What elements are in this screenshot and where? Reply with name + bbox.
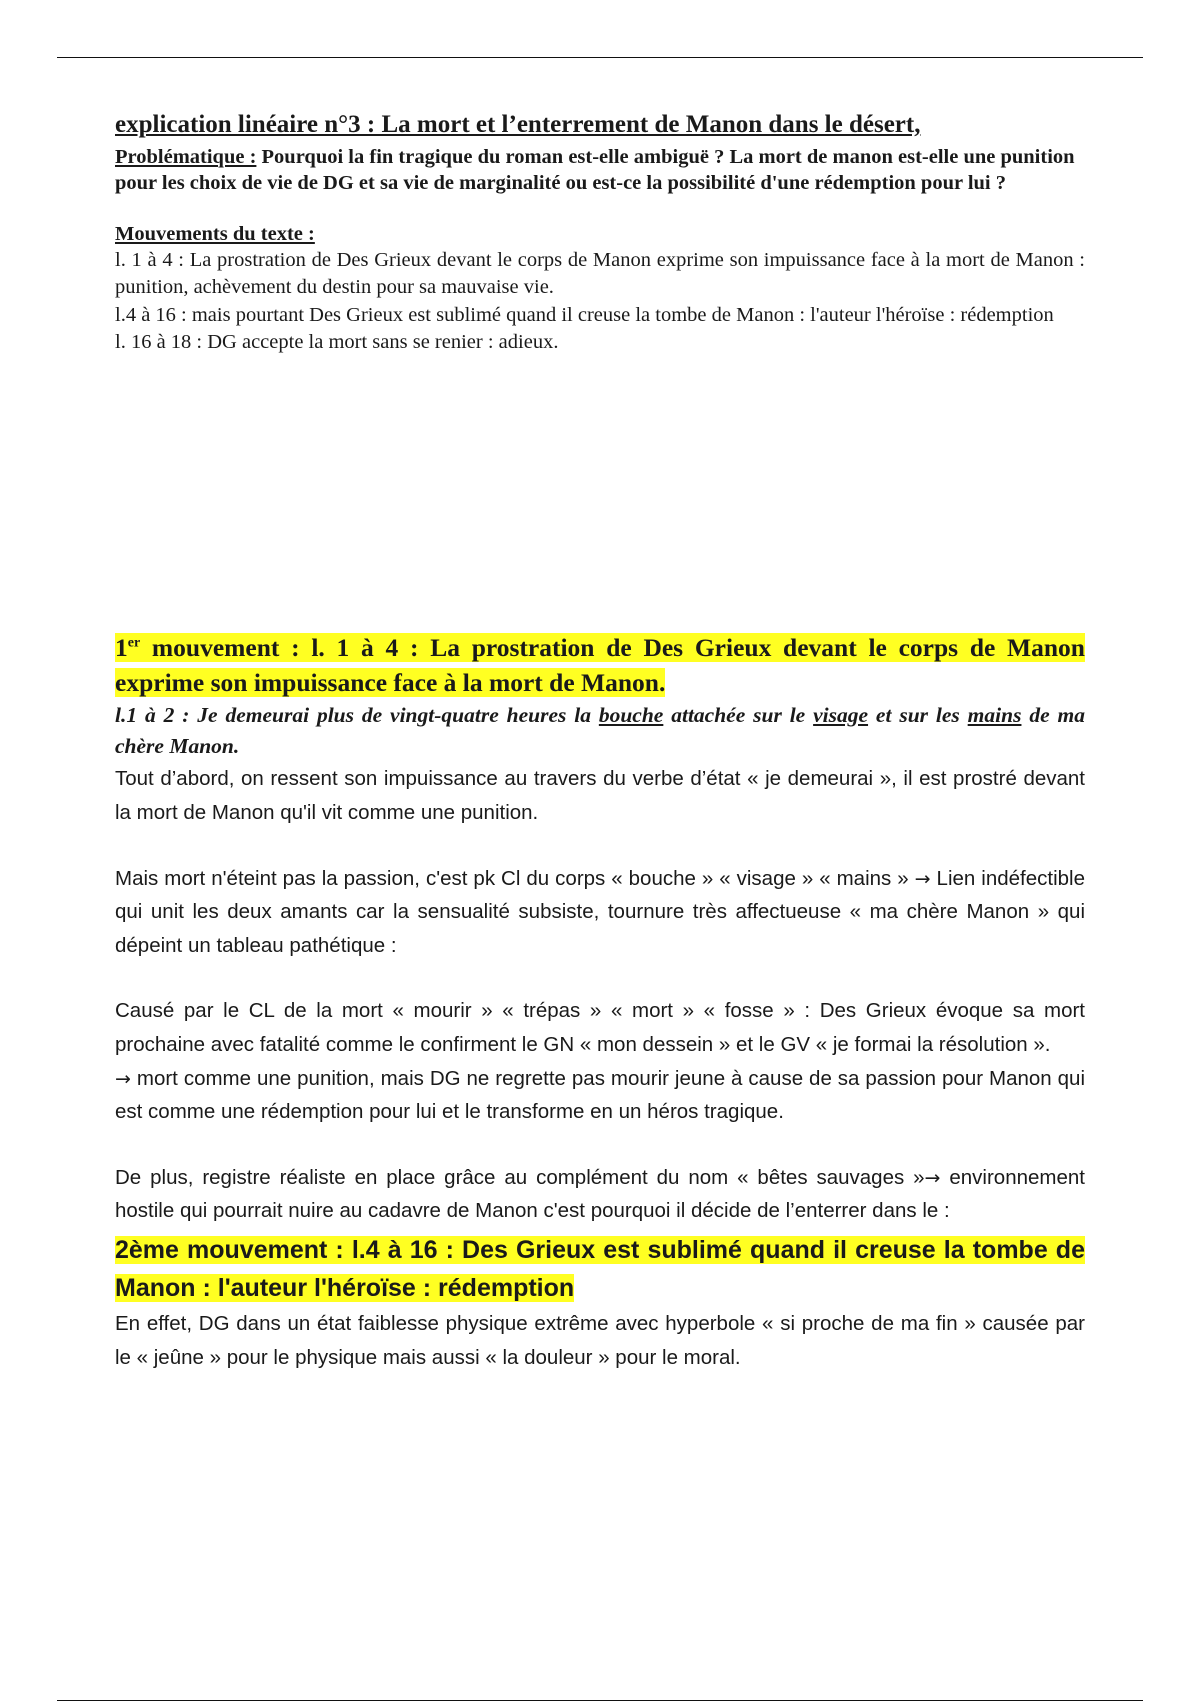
arrow-right-icon: →: [924, 1166, 941, 1189]
paragraph-text: mort comme une punition, mais DG ne regrette pas mourir jeune à cause de sa passion pour Manon qui est comme une rédemption pour lui et le transforme en un héros tragique.: [115, 1066, 1085, 1124]
top-rule: [57, 57, 1143, 58]
mouvement-item: l.4 à 16 : mais pourtant Des Grieux est sublimé quand il creuse la tombe de Manon : l'auteur l'héroïse : rédemption: [115, 303, 1054, 326]
section2-heading-text: 2ème mouvement : l.4 à 16 : Des Grieux est sublimé quand il creuse la tombe de Manon : l'auteur l'héroïse : rédemption: [115, 1236, 1085, 1302]
mouvement-item: l. 1 à 4 : La prostration de Des Grieux devant le corps de Manon exprime son impuissance face à la mort de Manon : punition, achèvement du destin pour sa mauvaise vie.: [115, 249, 1085, 299]
section1-paragraph-1: Tout d’abord, on ressent son impuissance au travers du verbe d’état « je demeurai », il est prostré devant la mort de Manon qu'il vit comme une punition.: [115, 767, 1085, 824]
section1-paragraph-5: [115, 1161, 1085, 1228]
problematique-text: Pourquoi la fin tragique du roman est-elle ambiguë ? La mort de manon est-elle une punition pour les choix de vie de DG et sa vie de marginalité ou est-ce la possibilité d'une rédemption pour lui ?: [115, 145, 1075, 195]
arrow-right-icon: →: [914, 867, 931, 890]
quote-part: attachée sur le: [663, 702, 814, 727]
quote-underlined-word: visage: [813, 702, 869, 727]
section1-quote: [115, 700, 1085, 762]
paragraph-text: Lien indéfectible qui unit les deux amants car la sensualité subsiste, tournure très affectueuse « ma chère Manon » qui dépeint un tableau pathétique :: [115, 866, 1085, 957]
mouvements-heading: Mouvements du texte :: [115, 222, 315, 245]
mouvement-item: l. 16 à 18 : DG accepte la mort sans se renier : adieux.: [115, 330, 559, 353]
section1-paragraph-2: [115, 862, 1085, 963]
section1-heading-num: 1: [115, 632, 128, 662]
problematique: [115, 144, 1085, 197]
quote-part: et sur les: [868, 702, 968, 727]
section1-heading-sup: er: [127, 635, 141, 651]
arrow-right-icon: →: [115, 1067, 131, 1090]
paragraph-text: Mais mort n'éteint pas la passion, c'est pk Cl du corps « bouche » « visage » « mains »: [115, 866, 915, 890]
section1-heading-text: mouvement : l. 1 à 4 : La prostration de Des Grieux devant le corps de Manon exprime son impuissance face à la mort de Manon.: [115, 632, 1085, 697]
problematique-label: Problématique :: [115, 145, 257, 168]
section1-paragraph-3: Causé par le CL de la mort « mourir » « trépas » « mort » « fosse » : Des Grieux évoque sa mort prochaine avec fatalité comme le confirment le GN « mon dessein » et le GV « je formai la résolution ».: [115, 999, 1085, 1056]
section1-heading: [115, 630, 1085, 700]
section2-heading: [115, 1232, 1085, 1307]
paragraph-text: environnement hostile qui pourrait nuire au cadavre de Manon c'est pourquoi il décide de l’enterrer dans le :: [115, 1165, 1085, 1223]
document-page: [115, 110, 1085, 1374]
paragraph-text: De plus, registre réaliste en place grâce au complément du nom « bêtes sauvages »: [115, 1165, 925, 1189]
section1-paragraph-4: [115, 1062, 1085, 1129]
document-title: explication linéaire n°3 : La mort et l’enterrement de Manon dans le désert,: [115, 111, 921, 138]
quote-underlined-word: mains: [967, 702, 1022, 727]
section2-paragraph-1: En effet, DG dans un état faiblesse physique extrême avec hyperbole « si proche de ma fin » causée par le « jeûne » pour le physique mais aussi « la douleur » pour le moral.: [115, 1312, 1085, 1369]
quote-part: de ma chère Manon.: [115, 702, 1085, 759]
quote-part: l.1 à 2 : Je demeurai plus de vingt-quatre heures la: [115, 702, 599, 727]
quote-underlined-word: bouche: [598, 702, 664, 727]
